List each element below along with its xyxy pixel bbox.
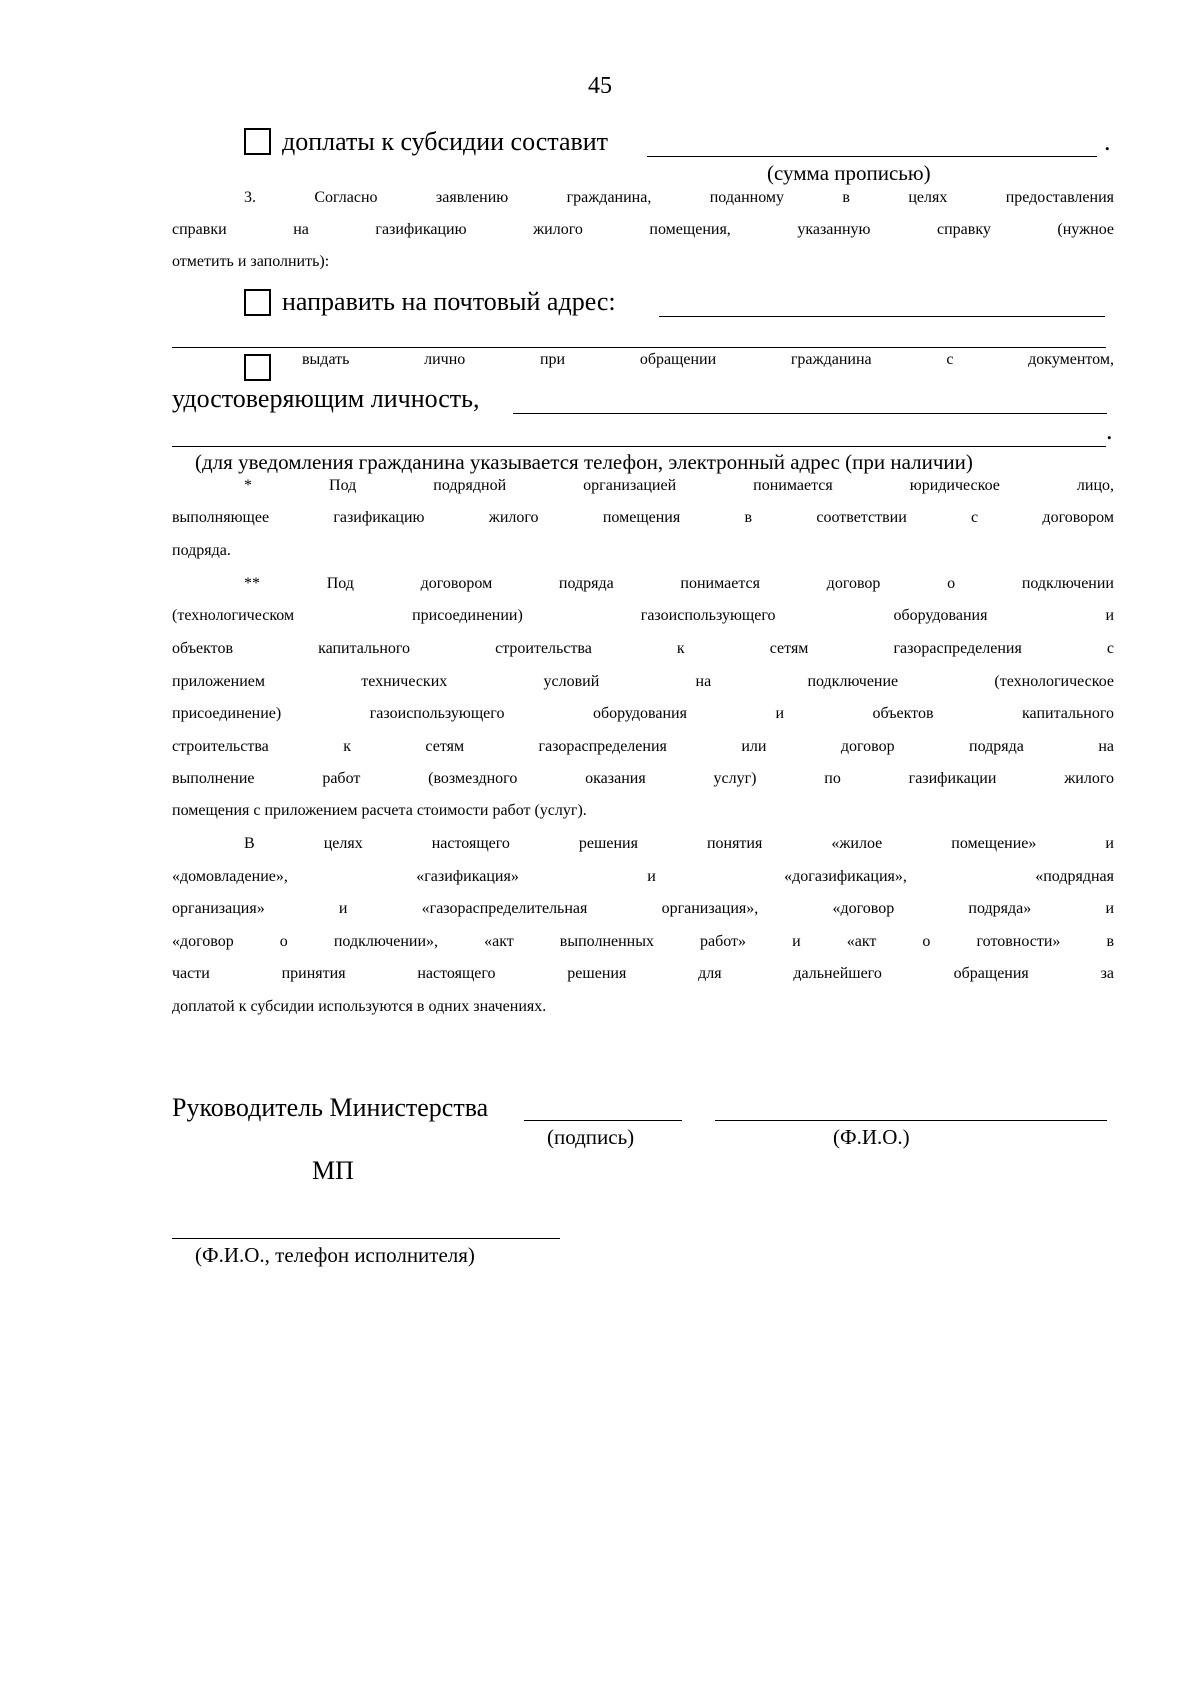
paragraph-line: «домовладение», «газификация» и «догазификация», «подрядная	[172, 868, 1114, 885]
subsidy-checkbox[interactable]	[244, 128, 271, 155]
executor-caption: (Ф.И.О., телефон исполнителя)	[195, 1243, 475, 1267]
footnote-line: присоединение) газоиспользующего оборудования и объектов капитального	[172, 705, 1114, 722]
paragraph-line: В целях настоящего решения понятия «жилое помещение» и	[244, 835, 1114, 852]
personal-option-checkbox[interactable]	[244, 354, 271, 381]
mail-option-checkbox[interactable]	[244, 289, 271, 316]
mail-address-field[interactable]	[659, 316, 1105, 317]
contact-field-line2[interactable]	[172, 446, 1106, 447]
personal-option-label-cont: удостоверяющим личность,	[172, 384, 480, 413]
footnote-line: выполнение работ (возмездного оказания услуг) по газификации жилого	[172, 770, 1114, 787]
footnote-line: приложением технических условий на подключение (технологическое	[172, 673, 1114, 690]
signatory-name-field[interactable]	[715, 1120, 1107, 1121]
contact-note: (для уведомления гражданина указывается телефон, электронный адрес (при наличии)	[195, 450, 973, 474]
signature-caption: (подпись)	[547, 1125, 635, 1149]
paragraph-line: доплатой к субсидии используются в одних значениях.	[172, 998, 547, 1015]
subsidy-end-dot: .	[1104, 127, 1111, 156]
executor-field[interactable]	[172, 1238, 560, 1239]
paragraph-line: «договор о подключении», «акт выполненных работ» и «акт о готовности» в	[172, 933, 1114, 950]
signatory-name-caption: (Ф.И.О.)	[833, 1125, 910, 1149]
contact-field[interactable]	[513, 413, 1107, 414]
mail-option-label: направить на почтовый адрес:	[282, 287, 616, 316]
section3-line: отметить и заполнить):	[172, 253, 330, 270]
stamp-mark: МП	[312, 1156, 354, 1185]
footnote-line: помещения с приложением расчета стоимости работ (услуг).	[172, 802, 587, 819]
signatory-role: Руководитель Министерства	[172, 1093, 489, 1122]
footnote-line: (технологическом присоединении) газоиспользующего оборудования и	[172, 607, 1114, 624]
footnote-line: * Под подрядной организацией понимается юридическое лицо,	[244, 477, 1114, 494]
signature-field[interactable]	[524, 1120, 682, 1121]
subsidy-amount-field[interactable]	[647, 156, 1097, 157]
subsidy-caption: (сумма прописью)	[767, 161, 931, 185]
mail-address-field-line2[interactable]	[172, 347, 1106, 348]
section3-line: справки на газификацию жилого помещения, указанную справку (нужное	[172, 221, 1114, 238]
section3-line: 3. Согласно заявлению гражданина, поданному в целях предоставления	[244, 189, 1114, 206]
footnote-line: строительства к сетям газораспределения или договор подряда на	[172, 738, 1114, 755]
subsidy-label: доплаты к субсидии составит	[282, 127, 609, 156]
paragraph-line: организация» и «газораспределительная организация», «договор подряда» и	[172, 900, 1114, 917]
footnote-line: подряда.	[172, 542, 231, 559]
footnote-line: ** Под договором подряда понимается договор о подключении	[244, 575, 1114, 592]
page-number: 45	[588, 73, 612, 99]
personal-option-label: выдать лично при обращении гражданина с документом,	[302, 351, 1114, 368]
paragraph-line: части принятия настоящего решения для дальнейшего обращения за	[172, 965, 1114, 982]
footnote-line: объектов капитального строительства к сетям газораспределения с	[172, 640, 1114, 657]
footnote-line: выполняющее газификацию жилого помещения в соответствии с договором	[172, 509, 1114, 526]
contact-end-dot: .	[1106, 416, 1113, 445]
